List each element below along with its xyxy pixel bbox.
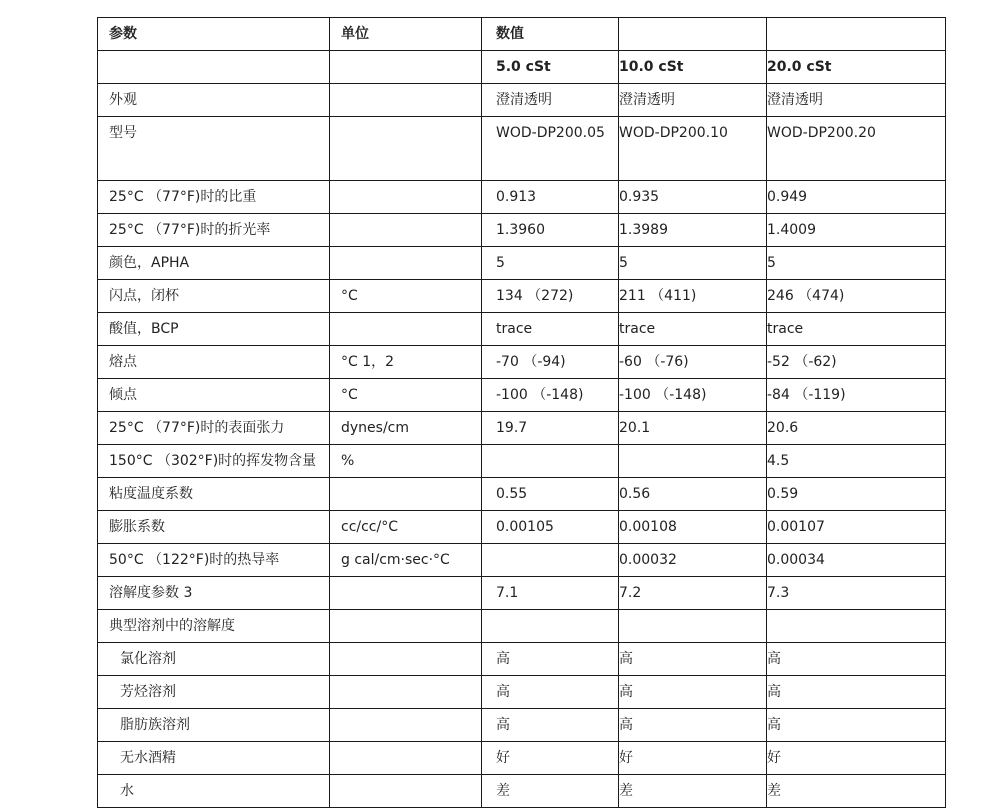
param-name: 25°C （77°F)时的折光率 [98,214,330,247]
param-unit: °C 1，2 [330,346,482,379]
value-10cst: 0.00032 [619,544,767,577]
value-5cst: 1.3960 [482,214,619,247]
table-row [98,313,946,346]
value-20cst: 好 [767,742,946,775]
param-name: 无水酒精 [98,742,330,775]
value-5cst: 19.7 [482,412,619,445]
value-20cst: -84 （-119) [767,379,946,412]
param-name: 溶解度参数 3 [98,577,330,610]
value-20cst: 7.3 [767,577,946,610]
param-name: 颜色，APHA [98,247,330,280]
value-10cst: 7.2 [619,577,767,610]
value-5cst: -70 （-94) [482,346,619,379]
param-unit [330,247,482,280]
param-name: 粘度温度系数 [98,478,330,511]
param-name: 膨胀系数 [98,511,330,544]
value-10cst: 差 [619,775,767,808]
value-10cst: 高 [619,643,767,676]
param-unit [330,775,482,808]
value-20cst: 5 [767,247,946,280]
value-10cst: 211 （411) [619,280,767,313]
value-10cst: 澄清透明 [619,84,767,117]
value-5cst: -100 （-148) [482,379,619,412]
param-unit [330,84,482,117]
table-row [98,544,946,577]
param-unit: dynes/cm [330,412,482,445]
table-row [98,643,946,676]
value-20cst [767,610,946,643]
value-10cst: 高 [619,676,767,709]
param-name: 熔点 [98,346,330,379]
table-row [98,742,946,775]
param-unit: °C [330,280,482,313]
param-unit [330,577,482,610]
table-row [98,610,946,643]
param-unit: cc/cc/°C [330,511,482,544]
param-name: 25°C （77°F)时的比重 [98,181,330,214]
param-unit [330,478,482,511]
value-20cst: 高 [767,709,946,742]
value-10cst: WOD-DP200.10 [619,117,767,181]
param-name: 25°C （77°F)时的表面张力 [98,412,330,445]
value-10cst: 高 [619,709,767,742]
value-20cst: trace [767,313,946,346]
value-10cst: 0.935 [619,181,767,214]
param-name: 氯化溶剂 [98,643,330,676]
value-5cst: 0.55 [482,478,619,511]
param-name: 150°C （302°F)时的挥发物含量 [98,445,330,478]
value-10cst: 20.1 [619,412,767,445]
grade-row [98,51,946,84]
value-20cst: 差 [767,775,946,808]
param-unit [330,214,482,247]
value-10cst [619,610,767,643]
param-name: 脂肪族溶剂 [98,709,330,742]
param-name: 外观 [98,84,330,117]
table-row [98,117,946,181]
value-20cst: 高 [767,676,946,709]
value-20cst: 1.4009 [767,214,946,247]
param-name: 型号 [98,117,330,181]
value-10cst: 1.3989 [619,214,767,247]
param-name: 典型溶剂中的溶解度 [98,610,330,643]
table-row [98,84,946,117]
param-unit [330,742,482,775]
param-name: 闪点，闭杯 [98,280,330,313]
value-5cst [482,445,619,478]
grade-20cst: 20.0 cSt [767,51,946,84]
spec-table [97,17,946,808]
value-5cst [482,610,619,643]
value-10cst: 好 [619,742,767,775]
table-row [98,511,946,544]
value-5cst: 高 [482,709,619,742]
table-row [98,676,946,709]
param-unit [330,313,482,346]
table-row [98,478,946,511]
param-unit [330,117,482,181]
header-unit: 单位 [330,18,482,51]
value-20cst: 20.6 [767,412,946,445]
value-5cst: 好 [482,742,619,775]
header-value: 数值 [482,18,619,51]
value-5cst: 高 [482,676,619,709]
value-20cst: 高 [767,643,946,676]
value-20cst: 澄清透明 [767,84,946,117]
table-row [98,214,946,247]
value-5cst: 澄清透明 [482,84,619,117]
param-unit: g cal/cm·sec·°C [330,544,482,577]
value-20cst: 0.00034 [767,544,946,577]
value-20cst: -52 （-62) [767,346,946,379]
value-10cst [619,445,767,478]
param-unit [330,643,482,676]
param-unit [330,610,482,643]
value-5cst: trace [482,313,619,346]
grade-5cst: 5.0 cSt [482,51,619,84]
value-5cst: 134 （272) [482,280,619,313]
param-unit: °C [330,379,482,412]
param-unit [330,676,482,709]
value-10cst: 0.56 [619,478,767,511]
value-20cst: 4.5 [767,445,946,478]
table-row [98,181,946,214]
grade-10cst: 10.0 cSt [619,51,767,84]
value-5cst [482,544,619,577]
value-20cst: 246 （474) [767,280,946,313]
value-10cst: 0.00108 [619,511,767,544]
table-row [98,247,946,280]
table-row [98,775,946,808]
value-20cst: 0.949 [767,181,946,214]
header-row [98,18,946,51]
table-row [98,412,946,445]
param-name: 倾点 [98,379,330,412]
param-name: 50°C （122°F)时的热导率 [98,544,330,577]
value-5cst: 5 [482,247,619,280]
value-5cst: 差 [482,775,619,808]
param-name: 水 [98,775,330,808]
param-unit: % [330,445,482,478]
table-row [98,445,946,478]
table-row [98,346,946,379]
value-20cst: 0.00107 [767,511,946,544]
value-5cst: WOD-DP200.05 [482,117,619,181]
value-5cst: 0.00105 [482,511,619,544]
param-name: 酸值，BCP [98,313,330,346]
value-10cst: -100 （-148) [619,379,767,412]
table-row [98,280,946,313]
value-5cst: 0.913 [482,181,619,214]
value-5cst: 高 [482,643,619,676]
value-20cst: WOD-DP200.20 [767,117,946,181]
table-row [98,577,946,610]
value-10cst: 5 [619,247,767,280]
param-unit [330,181,482,214]
value-10cst: trace [619,313,767,346]
param-unit [330,709,482,742]
value-5cst: 7.1 [482,577,619,610]
header-param: 参数 [98,18,330,51]
value-10cst: -60 （-76) [619,346,767,379]
table-row [98,709,946,742]
param-name: 芳烃溶剂 [98,676,330,709]
table-row [98,379,946,412]
value-20cst: 0.59 [767,478,946,511]
